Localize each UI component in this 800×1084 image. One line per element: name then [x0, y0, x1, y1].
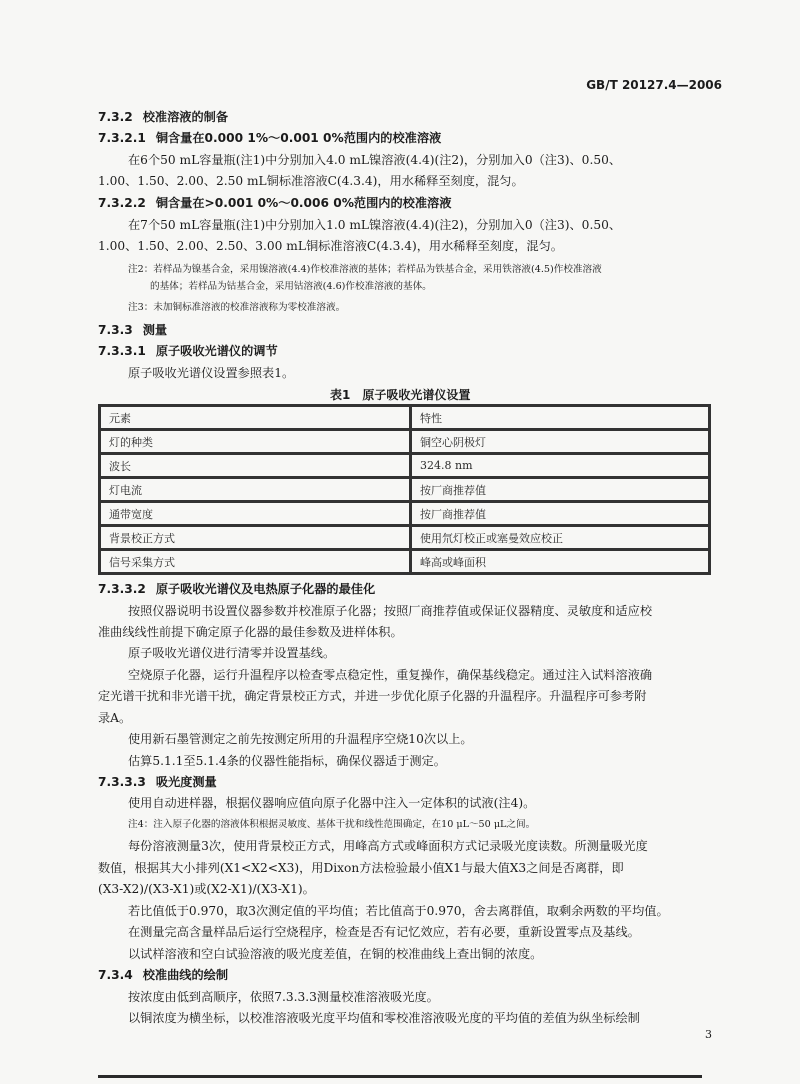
settings-table — [98, 404, 711, 575]
section-7-3-3-2-heading — [98, 581, 375, 597]
table-header-cell: 元素 — [100, 406, 411, 430]
note-2-line: 注2：若样品为镍基合金，采用镍溶液(4.4)作校准溶液的基体；若样品为铁基合金，采用铁溶液(4.5)作校准溶液 — [128, 264, 602, 275]
table-row — [100, 478, 710, 502]
paragraph-line: 使用新石墨管测定之前先按测定所用的升温程序空烧10次以上。 — [128, 732, 473, 746]
paragraph-line: 在6个50 mL容量瓶(注1)中分别加入4.0 mL镍溶液(4.4)(注2)，分别加入0（注3)、0.50、 — [128, 153, 622, 167]
paragraph-line: 使用自动进样器，根据仪器响应值向原子化器中注入一定体积的试液(注4)。 — [128, 796, 536, 810]
bottom-rule — [98, 1075, 702, 1078]
table-cell: 信号采集方式 — [100, 550, 411, 574]
table-header-cell: 特性 — [411, 406, 710, 430]
table-row — [100, 454, 710, 478]
table-caption: 表1 原子吸收光谱仪设置 — [330, 388, 471, 402]
table-cell: 通带宽度 — [100, 502, 411, 526]
section-title: 校准曲线的绘制 — [142, 968, 229, 982]
table-cell: 灯电流 — [100, 478, 411, 502]
paragraph-line: 定光谱干扰和非光谱干扰，确定背景校正方式，并进一步优化原子化器的升温程序。升温程序可参考附 — [98, 689, 647, 703]
table-header-row — [100, 406, 710, 430]
section-number: 7.3.4 — [98, 968, 133, 982]
standard-code: GB/T 20127.4—2006 — [586, 78, 722, 92]
section-title: 原子吸收光谱仪及电热原子化器的最佳化 — [155, 582, 376, 596]
note-4: 注4：注入原子化器的溶液体积根据灵敏度、基体干扰和线性范围确定，在10 μL～50 μL之间。 — [128, 819, 536, 830]
paragraph-line: 在测量完高含量样品后运行空烧程序，检查是否有记忆效应，若有必要，重新设置零点及基线。 — [128, 925, 640, 939]
paragraph-line: 1.00、1.50、2.00、2.50、3.00 mL铜标准溶液C(4.3.4)，用水稀释至刻度，混匀。 — [98, 239, 563, 253]
paragraph-line: (X3-X2)/(X3-X1)或(X2-X1)/(X3-X1)。 — [98, 882, 315, 896]
table-cell: 峰高或峰面积 — [411, 550, 710, 574]
paragraph-line: 数值，根据其大小排列(X1<X2<X3)，用Dixon方法检验最小值X1与最大值X3之间是否离群，即 — [98, 861, 624, 875]
table-row — [100, 550, 710, 574]
table-cell: 按厂商推荐值 — [411, 502, 710, 526]
page-number: 3 — [705, 1028, 712, 1041]
paragraph-line: 原子吸收光谱仪进行清零并设置基线。 — [128, 646, 336, 660]
paragraph-line: 若比值低于0.970，取3次测定值的平均值；若比值高于0.970，舍去离群值，取剩余两数的平均值。 — [128, 904, 669, 918]
table-cell: 铜空心阴极灯 — [411, 430, 710, 454]
section-title: 原子吸收光谱仪的调节 — [155, 344, 278, 358]
table-row — [100, 502, 710, 526]
paragraph-line: 按照仪器说明书设置仪器参数并校准原子化器；按照厂商推荐值或保证仪器精度、灵敏度和适应校 — [128, 604, 653, 618]
section-7-3-3-heading — [98, 322, 167, 338]
section-7-3-4-heading — [98, 967, 228, 983]
section-7-3-3-3-heading — [98, 774, 217, 790]
table-cell: 使用氘灯校正或塞曼效应校正 — [411, 526, 710, 550]
section-title: 铜含量在>0.001 0%～0.006 0%范围内的校准溶液 — [155, 196, 452, 210]
table-cell: 324.8 nm — [411, 454, 710, 478]
section-number: 7.3.3.3 — [98, 775, 146, 789]
section-7-3-2-1-heading — [98, 130, 441, 146]
table-row — [100, 526, 710, 550]
section-number: 7.3.2.2 — [98, 196, 146, 210]
note-3: 注3：未加铜标准溶液的校准溶液称为零校准溶液。 — [128, 302, 346, 313]
paragraph-line: 1.00、1.50、2.00、2.50 mL铜标准溶液C(4.3.4)，用水稀释至刻度，混匀。 — [98, 174, 524, 188]
section-7-3-2-heading — [98, 109, 228, 125]
section-title: 校准溶液的制备 — [142, 110, 229, 124]
table-cell: 波长 — [100, 454, 411, 478]
paragraph-line: 录A。 — [98, 711, 132, 725]
paragraph-line: 估算5.1.1至5.1.4条的仪器性能指标，确保仪器适于测定。 — [128, 754, 446, 768]
section-number: 7.3.3.2 — [98, 582, 146, 596]
section-number: 7.3.2 — [98, 110, 133, 124]
section-7-3-3-1-heading — [98, 343, 278, 359]
paragraph-line: 准曲线线性前提下确定原子化器的最佳参数及进样体积。 — [98, 625, 403, 639]
section-title: 测量 — [142, 323, 168, 337]
paragraph-line: 空烧原子化器，运行升温程序以检查零点稳定性，重复操作，确保基线稳定。通过注入试料溶液确 — [128, 668, 653, 682]
section-number: 7.3.2.1 — [98, 131, 146, 145]
paragraph-line: 每份溶液测量3次，使用背景校正方式，用峰高方式或峰面积方式记录吸光度读数。所测量吸光度 — [128, 839, 648, 853]
paragraph-line: 以铜浓度为横坐标，以校准溶液吸光度平均值和零校准溶液吸光度的平均值的差值为纵坐标绘制 — [128, 1011, 640, 1025]
paragraph-line: 原子吸收光谱仪设置参照表1。 — [128, 366, 295, 380]
paragraph-line: 按浓度由低到高顺序，依照7.3.3.3测量校准溶液吸光度。 — [128, 990, 439, 1004]
table-cell: 按厂商推荐值 — [411, 478, 710, 502]
table-row — [100, 430, 710, 454]
table-cell: 灯的种类 — [100, 430, 411, 454]
section-title: 吸光度测量 — [155, 775, 217, 789]
section-title: 铜含量在0.000 1%～0.001 0%范围内的校准溶液 — [155, 131, 442, 145]
paragraph-line: 在7个50 mL容量瓶(注1)中分别加入1.0 mL镍溶液(4.4)(注2)，分别加入0（注3)、0.50、 — [128, 218, 622, 232]
table-cell: 背景校正方式 — [100, 526, 411, 550]
section-number: 7.3.3.1 — [98, 344, 146, 358]
section-7-3-2-2-heading — [98, 195, 451, 211]
paragraph-line: 以试样溶液和空白试验溶液的吸光度差值，在铜的校准曲线上查出铜的浓度。 — [128, 947, 543, 961]
note-2-line: 的基体；若样品为钴基合金，采用钴溶液(4.6)作校准溶液的基体。 — [150, 281, 432, 292]
section-number: 7.3.3 — [98, 323, 133, 337]
